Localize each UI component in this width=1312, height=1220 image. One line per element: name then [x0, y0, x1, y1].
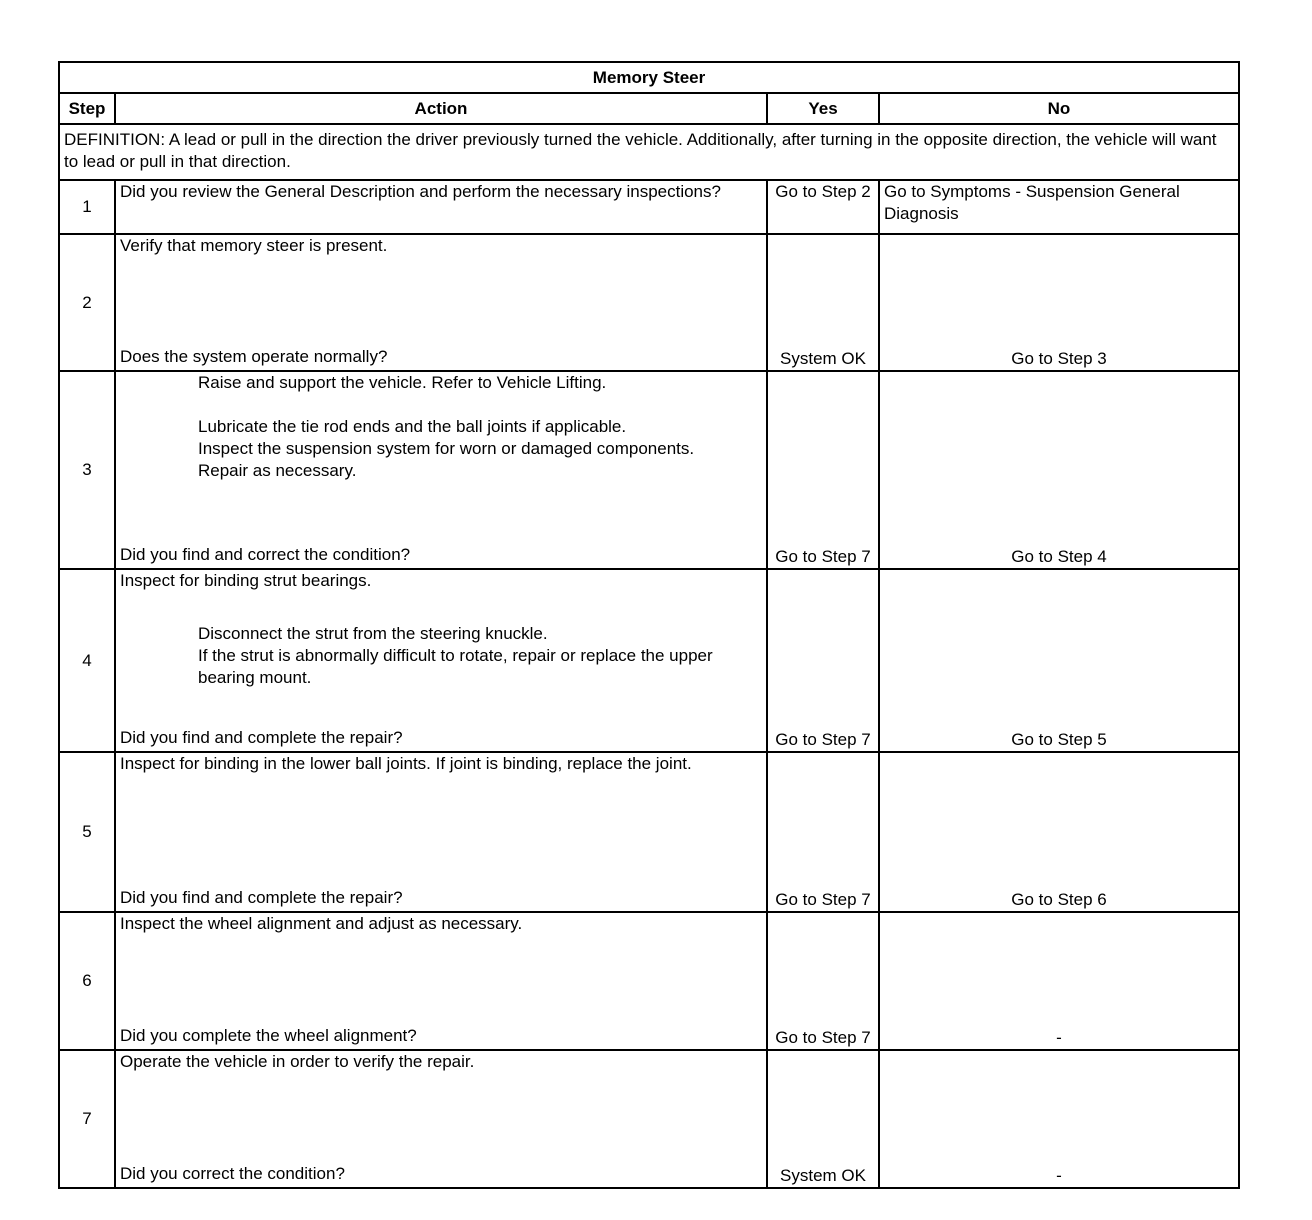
step-number: 4: [59, 569, 115, 752]
no-result: Go to Step 3: [879, 234, 1239, 371]
table-row: [59, 234, 1239, 371]
no-result: -: [879, 1050, 1239, 1188]
action-text: Operate the vehicle in order to verify the repair.: [120, 1052, 475, 1071]
step-number: 5: [59, 752, 115, 912]
table-row: [59, 371, 1239, 569]
action-items: [120, 570, 762, 689]
action-question: Did you correct the condition?: [120, 1164, 345, 1183]
no-result: Go to Symptoms - Suspension General Diagnosis: [879, 180, 1239, 234]
action-content: [120, 570, 762, 749]
action-cell: [115, 569, 767, 752]
table-row: [59, 912, 1239, 1050]
no-result: Go to Step 6: [879, 752, 1239, 912]
action-question: Did you find and correct the condition?: [120, 545, 411, 564]
action-cell: [115, 1050, 767, 1188]
action-item: Disconnect the strut from the steering knuckle.: [198, 624, 548, 643]
action-content: [120, 753, 762, 909]
action-item: Raise and support the vehicle. Refer to Vehicle Lifting.: [198, 373, 607, 392]
action-question: Did you find and complete the repair?: [120, 728, 403, 747]
action-text: Inspect the wheel alignment and adjust as necessary.: [120, 914, 523, 933]
title-row: [59, 62, 1239, 93]
header-row: [59, 93, 1239, 124]
action-text: Inspect for binding strut bearings.: [120, 571, 372, 590]
action-text: Inspect for binding in the lower ball joints. If joint is binding, replace the joint.: [120, 754, 692, 773]
table-row: [59, 180, 1239, 234]
header-no: No: [879, 93, 1239, 124]
header-step: Step: [59, 93, 115, 124]
yes-result: Go to Step 7: [767, 371, 879, 569]
diagnostic-table: [58, 61, 1240, 1189]
action-content: [120, 235, 762, 368]
action-item: Lubricate the tie rod ends and the ball joints if applicable.: [198, 417, 627, 436]
action-items: [120, 372, 762, 482]
action-item: Repair as necessary.: [198, 461, 357, 480]
table-title: Memory Steer: [59, 62, 1239, 93]
action-item: Inspect the suspension system for worn or damaged components.: [198, 439, 695, 458]
action-text: Did you review the General Description and perform the necessary inspections?: [115, 180, 767, 234]
action-question: Did you find and complete the repair?: [120, 888, 403, 907]
step-number: 3: [59, 371, 115, 569]
action-content: [120, 913, 762, 1047]
no-result: Go to Step 5: [879, 569, 1239, 752]
no-result: -: [879, 912, 1239, 1050]
action-content: [120, 372, 762, 566]
header-yes: Yes: [767, 93, 879, 124]
yes-result: Go to Step 7: [767, 569, 879, 752]
action-text: Verify that memory steer is present.: [120, 236, 388, 255]
step-number: 2: [59, 234, 115, 371]
yes-result: Go to Step 7: [767, 752, 879, 912]
action-cell: [115, 752, 767, 912]
yes-result: System OK: [767, 1050, 879, 1188]
header-action: Action: [115, 93, 767, 124]
step-number: 7: [59, 1050, 115, 1188]
action-cell: [115, 371, 767, 569]
table-row: [59, 1050, 1239, 1188]
table-row: [59, 752, 1239, 912]
table-row: [59, 569, 1239, 752]
action-content: [120, 1051, 762, 1185]
no-result: Go to Step 4: [879, 371, 1239, 569]
action-cell: [115, 912, 767, 1050]
action-item: If the strut is abnormally difficult to rotate, repair or replace the upper bearing mount.: [198, 646, 713, 687]
yes-result: Go to Step 2: [767, 180, 879, 234]
step-number: 6: [59, 912, 115, 1050]
definition-text: DEFINITION: A lead or pull in the direction the driver previously turned the vehicle. Additionally, after turning in the opposite direction, the vehicle will want to lead or pull in that direction.: [59, 124, 1239, 180]
yes-result: Go to Step 7: [767, 912, 879, 1050]
action-cell: [115, 234, 767, 371]
step-number: 1: [59, 180, 115, 234]
yes-result: System OK: [767, 234, 879, 371]
action-question: Did you complete the wheel alignment?: [120, 1026, 417, 1045]
definition-row: [59, 124, 1239, 180]
action-question: Does the system operate normally?: [120, 347, 388, 366]
